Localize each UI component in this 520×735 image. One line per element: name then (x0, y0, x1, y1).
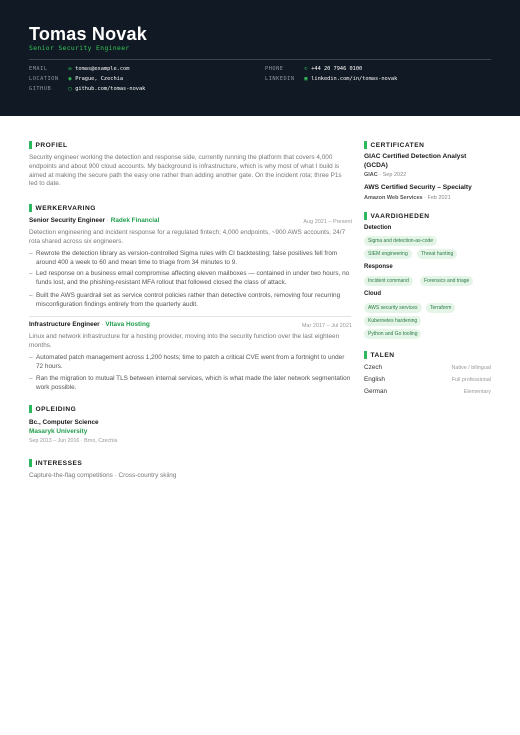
education-heading: OPLEIDING (35, 405, 77, 413)
contact-location (29, 76, 123, 82)
profile-heading: PROFIEL (35, 141, 68, 149)
language-level: Full professional (451, 377, 491, 383)
github-icon: ▢ (68, 86, 72, 92)
skill-tag: SIEM engineering (364, 249, 412, 259)
skills-section-heading (364, 212, 430, 220)
languages-heading: TALEN (370, 351, 395, 359)
job-divider (29, 316, 351, 317)
experience-section-heading (29, 204, 96, 212)
accent-bar (364, 141, 367, 149)
profile-section-heading (29, 141, 68, 149)
accent-bar (364, 212, 367, 220)
accent-bar (29, 204, 32, 212)
skill-tag: AWS security services (364, 303, 422, 313)
certificate-date: · Sep 2022 (377, 172, 407, 178)
skill-tag: Terraform (426, 303, 455, 313)
certificate-name: AWS Certified Security – Specialty (364, 184, 472, 191)
linkedin-label: LINKEDIN (265, 76, 295, 82)
skill-tag: Sigma and detection-as-code (364, 236, 437, 246)
job-title-line (29, 217, 159, 226)
accent-bar (364, 351, 367, 359)
job-dates: Aug 2021 – Present (303, 219, 352, 225)
resume-header (0, 0, 520, 116)
header-divider (29, 59, 491, 60)
location-value: Prague, Czechia (75, 76, 124, 82)
interests-text: Capture-the-flag competitions · Cross-country skiing (29, 472, 177, 479)
certificate-meta (364, 195, 451, 201)
certificate-meta (364, 172, 406, 178)
mail-icon: ✉ (68, 66, 72, 72)
education-degree: Bc., Computer Science (29, 419, 99, 426)
certificate-date: · Feb 2021 (422, 195, 451, 201)
job-bullet: – Automated patch management across 1,200 hosts; time to patch a critical CVE went from a fortnight to under 72 hours. (29, 354, 345, 370)
job-summary: Detection engineering and incident response for a regulated fintech; 4,000 endpoints, ~900 AWS accounts, 24/7 rota shared across six engineers. (29, 229, 346, 245)
contact-linkedin (265, 76, 397, 82)
accent-bar (29, 459, 32, 467)
github-value[interactable]: github.com/tomas-novak (75, 86, 146, 92)
skill-tag: Threat hunting (417, 249, 457, 259)
candidate-title: Senior Security Engineer (29, 45, 130, 52)
job-role: Senior Security Engineer (29, 217, 106, 224)
accent-bar (29, 141, 32, 149)
job-separator: · (105, 217, 111, 224)
education-section-heading (29, 405, 76, 413)
interests-heading: INTERESSES (35, 459, 83, 467)
interests-section-heading (29, 459, 82, 467)
job-role: Infrastructure Engineer (29, 321, 100, 328)
skills-heading: VAARDIGHEDEN (370, 212, 430, 220)
contact-phone (265, 66, 362, 72)
linkedin-value[interactable]: linkedin.com/in/tomas-novak (311, 76, 398, 82)
location-pin-icon: ◉ (68, 76, 72, 82)
job-bullet: – Led response on a business email compromise affecting eleven mailboxes — contained in under two hours, no funds lost, and the phishing-resistant MFA rollout that followed closed the class of attack. (29, 270, 350, 286)
skill-group-name: Detection (364, 225, 392, 231)
language-level: Elementary (463, 389, 491, 395)
bullet-text: Automated patch management across 1,200 hosts; time to patch a critical CVE went from a fortnight to under 72 hours. (36, 354, 345, 370)
education-school: Masaryk University (29, 428, 88, 435)
contact-github (29, 86, 145, 92)
bullet-text: Built the AWS guardrail set as service control policies rather than detective controls, removing four recurring misconfiguration findings entirely from the quarterly audit. (36, 292, 341, 308)
phone-value[interactable]: +44 20 7946 0100 (311, 66, 363, 72)
email-label: EMAIL (29, 66, 48, 72)
languages-section-heading (364, 351, 395, 359)
skill-tag: Kubernetes hardening (364, 316, 421, 326)
job-separator: · (99, 321, 106, 328)
skill-group-name: Cloud (364, 291, 381, 297)
bullet-text: Ran the migration to mutual TLS between internal services, which is what made the later network segmentation work possible. (36, 375, 351, 391)
language-name: English (364, 376, 385, 383)
contact-email (29, 66, 129, 72)
language-level: Native / bilingual (451, 365, 491, 371)
skill-tag: Incident command (364, 276, 413, 286)
phone-label: PHONE (265, 66, 284, 72)
job-company: Vltava Hosting (105, 321, 150, 328)
skill-tag: Forensics and triage (420, 276, 473, 286)
skill-group-name: Response (364, 264, 393, 270)
job-bullet: – Ran the migration to mutual TLS between internal services, which is what made the later network segmentation work possible. (29, 375, 351, 391)
github-label: GITHUB (29, 86, 52, 92)
bullet-text: Rewrote the detection library as version-controlled Sigma rules with CI backtesting; false positives fell from around 400 a week to 60 and mean time to triage from 34 minutes to 9. (36, 250, 338, 266)
job-title-line (29, 321, 150, 330)
certificate-name: GIAC Certified Detection Analyst (GCDA) (364, 153, 467, 169)
education-meta: Sep 2013 – Jun 2016 · Brno, Czechia (29, 438, 118, 444)
job-bullet: – Built the AWS guardrail set as service control policies rather than detective controls, removing four recurring misconfiguration findings entirely from the quarterly audit. (29, 292, 341, 308)
language-name: German (364, 388, 388, 395)
candidate-name: Tomas Novak (29, 24, 147, 44)
job-summary: Linux and network infrastructure for a hosting provider, moving into the security function over the last eighteen months. (29, 333, 340, 349)
bullet-text: Led response on a business email compromise affecting eleven mailboxes — contained in under two hours, no funds lost, and the phishing-resistant MFA rollout that followed closed the class of attack. (36, 270, 350, 286)
job-company: Radek Financial (110, 217, 160, 224)
linkedin-icon: ▣ (304, 76, 308, 82)
certificate-issuer: GIAC (364, 172, 378, 178)
phone-icon: ✆ (304, 66, 308, 72)
job-dates: Mar 2017 – Jul 2021 (301, 323, 352, 329)
job-bullet: – Rewrote the detection library as version-controlled Sigma rules with CI backtesting; false positives fell from around 400 a week to 60 and mean time to triage from 34 minutes to 9. (29, 250, 338, 266)
location-label: LOCATION (29, 76, 59, 82)
certificate-issuer: Amazon Web Services (364, 195, 423, 201)
accent-bar (29, 405, 32, 413)
certificates-heading: CERTIFICATEN (370, 141, 425, 149)
skill-tag: Python and Go tooling (364, 329, 421, 339)
language-name: Czech (364, 364, 383, 371)
profile-text: Security engineer working the detection and response side, currently running the platform that covers 4,000 endpoints and about 900 cloud accounts. My background is infrastructure, which is why most of what I build is aimed at making the secure path the easy one rather than adding another gate. On the incident rota; three P1s led to date. (29, 154, 342, 188)
email-value[interactable]: tomas@example.com (75, 66, 130, 72)
certificates-section-heading (364, 141, 424, 149)
experience-heading: WERKERVARING (35, 204, 96, 212)
